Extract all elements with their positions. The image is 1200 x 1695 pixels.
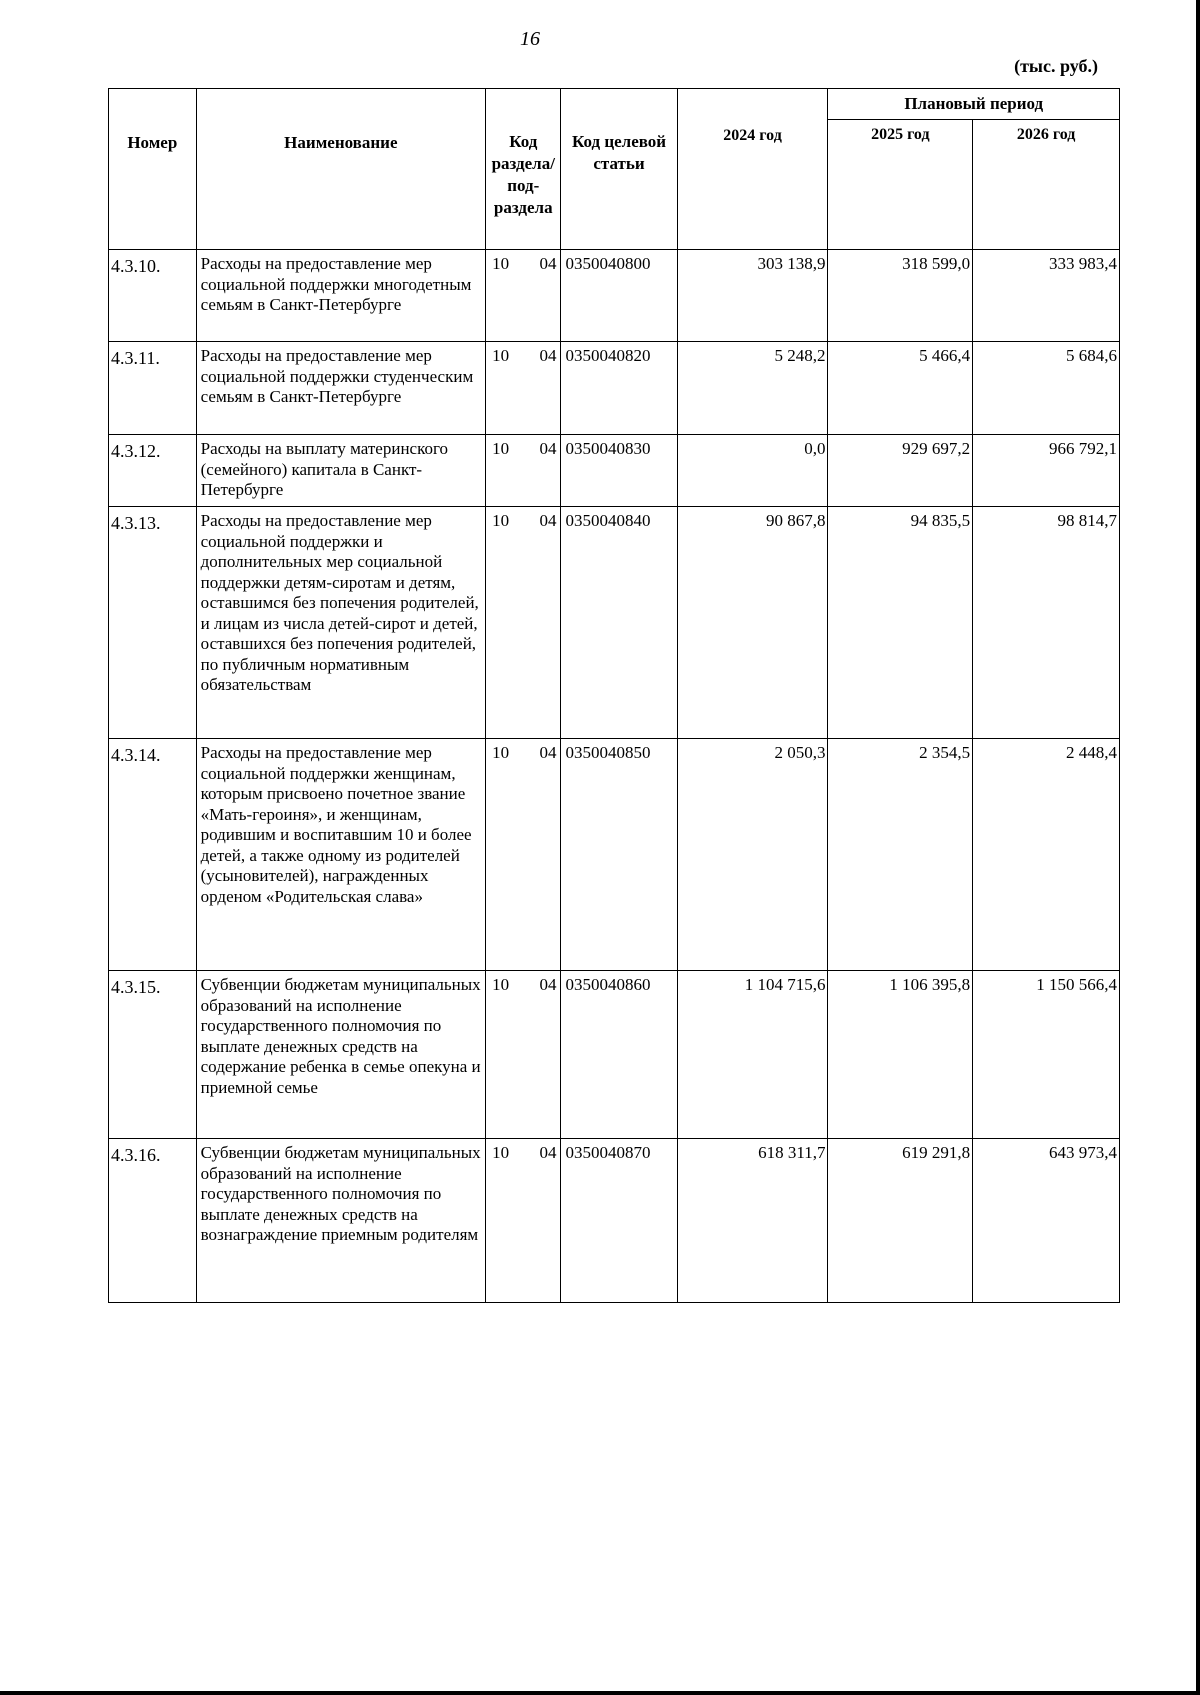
row-number: 4.3.13. <box>109 507 197 739</box>
row-value-2025: 929 697,2 <box>828 435 973 507</box>
row-target-code: 0350040850 <box>561 739 677 971</box>
row-value-2026: 1 150 566,4 <box>973 971 1120 1139</box>
row-name: Расходы на предоставление мер социальной поддержки и дополнительных мер социальной поддержки детям-сиротам и детям, оставшимся без попечения родителей, и лицам из числа детей-сирот и детей, оставшихся без попечения родителей, по публичным нормативным обязательствам <box>196 507 485 739</box>
table-row <box>109 250 1120 342</box>
header-year-2024: 2024 год <box>677 89 828 250</box>
row-target-code: 0350040800 <box>561 250 677 342</box>
row-target-code: 0350040870 <box>561 1139 677 1303</box>
table-row <box>109 435 1120 507</box>
row-section: 10 <box>486 342 527 435</box>
row-value-2026: 2 448,4 <box>973 739 1120 971</box>
header-target-code: Код целевой статьи <box>561 89 677 250</box>
table-row <box>109 971 1120 1139</box>
header-number: Номер <box>109 89 197 250</box>
row-value-2024: 2 050,3 <box>677 739 828 971</box>
row-value-2026: 5 684,6 <box>973 342 1120 435</box>
table-row <box>109 342 1120 435</box>
budget-table <box>108 88 1120 1303</box>
scan-edge-right <box>1196 0 1200 1695</box>
row-value-2024: 618 311,7 <box>677 1139 828 1303</box>
header-name: Наименование <box>196 89 485 250</box>
row-target-code: 0350040830 <box>561 435 677 507</box>
row-value-2025: 318 599,0 <box>828 250 973 342</box>
table-row <box>109 739 1120 971</box>
row-number: 4.3.12. <box>109 435 197 507</box>
row-section: 10 <box>486 435 527 507</box>
row-subsection: 04 <box>526 739 561 971</box>
row-value-2024: 1 104 715,6 <box>677 971 828 1139</box>
header-year-2026: 2026 год <box>973 120 1120 250</box>
row-name: Расходы на выплату материнского (семейного) капитала в Санкт-Петербурге <box>196 435 485 507</box>
row-target-code: 0350040820 <box>561 342 677 435</box>
row-subsection: 04 <box>526 250 561 342</box>
table-row <box>109 507 1120 739</box>
row-value-2026: 98 814,7 <box>973 507 1120 739</box>
units-label: (тыс. руб.) <box>1014 56 1098 76</box>
row-subsection: 04 <box>526 342 561 435</box>
row-section: 10 <box>486 739 527 971</box>
page-number: 16 <box>520 28 540 50</box>
header-section-code: Код раздела/ под- раздела <box>486 89 561 250</box>
row-section: 10 <box>486 1139 527 1303</box>
row-value-2026: 643 973,4 <box>973 1139 1120 1303</box>
row-value-2025: 5 466,4 <box>828 342 973 435</box>
row-value-2024: 0,0 <box>677 435 828 507</box>
row-value-2024: 303 138,9 <box>677 250 828 342</box>
row-number: 4.3.10. <box>109 250 197 342</box>
row-section: 10 <box>486 250 527 342</box>
row-value-2025: 94 835,5 <box>828 507 973 739</box>
row-value-2025: 2 354,5 <box>828 739 973 971</box>
row-value-2026: 966 792,1 <box>973 435 1120 507</box>
table-header-row <box>109 89 1120 120</box>
row-subsection: 04 <box>526 971 561 1139</box>
scan-edge-bottom <box>0 1691 1200 1695</box>
table-row <box>109 1139 1120 1303</box>
row-value-2025: 619 291,8 <box>828 1139 973 1303</box>
row-name: Субвенции бюджетам муниципальных образований на исполнение государственного полномочия по выплате денежных средств на вознаграждение приемным родителям <box>196 1139 485 1303</box>
header-year-2025: 2025 год <box>828 120 973 250</box>
row-number: 4.3.15. <box>109 971 197 1139</box>
row-number: 4.3.16. <box>109 1139 197 1303</box>
row-section: 10 <box>486 507 527 739</box>
row-target-code: 0350040840 <box>561 507 677 739</box>
row-subsection: 04 <box>526 507 561 739</box>
row-target-code: 0350040860 <box>561 971 677 1139</box>
row-value-2025: 1 106 395,8 <box>828 971 973 1139</box>
header-planned-period: Плановый период <box>828 89 1120 120</box>
row-value-2024: 5 248,2 <box>677 342 828 435</box>
row-number: 4.3.14. <box>109 739 197 971</box>
row-name: Расходы на предоставление мер социальной поддержки студенческим семьям в Санкт-Петербурге <box>196 342 485 435</box>
row-subsection: 04 <box>526 435 561 507</box>
row-value-2024: 90 867,8 <box>677 507 828 739</box>
row-number: 4.3.11. <box>109 342 197 435</box>
row-name: Расходы на предоставление мер социальной поддержки женщинам, которым присвоено почетное звание «Мать-героиня», и женщинам, родившим и воспитавшим 10 и более детей, а также одному из родителей (усыновителей), награжденных орденом «Родительская слава» <box>196 739 485 971</box>
row-subsection: 04 <box>526 1139 561 1303</box>
row-value-2026: 333 983,4 <box>973 250 1120 342</box>
row-section: 10 <box>486 971 527 1139</box>
row-name: Расходы на предоставление мер социальной поддержки многодетным семьям в Санкт-Петербурге <box>196 250 485 342</box>
row-name: Субвенции бюджетам муниципальных образований на исполнение государственного полномочия по выплате денежных средств на содержание ребенка в семье опекуна и приемной семье <box>196 971 485 1139</box>
